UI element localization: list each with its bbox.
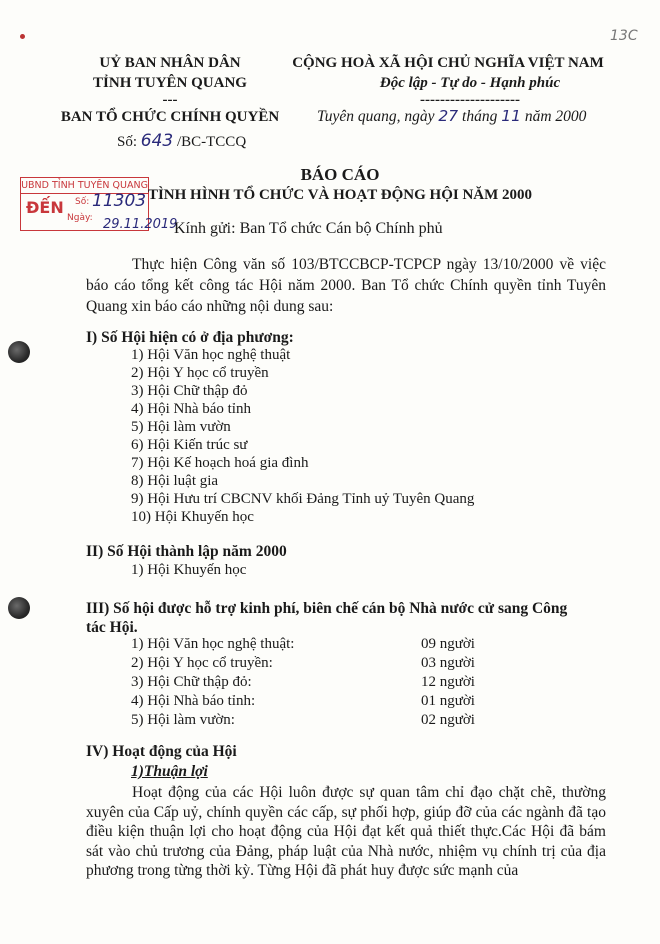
header-left-dept: BAN TỔ CHỨC CHÍNH QUYỀN [60, 109, 280, 125]
list-item: 10) Hội Khuyến học [131, 509, 254, 525]
header-left [60, 53, 280, 127]
header-right-nation: CỘNG HOÀ XÃ HỘI CHỦ NGHĨA VIỆT NAM [292, 55, 604, 71]
header-right-motto: Độc lập - Tự do - Hạnh phúc [379, 75, 561, 91]
list-item: 4) Hội Nhà báo tỉnh [131, 401, 251, 417]
header-right-dashes: -------------------- [420, 92, 520, 108]
section-4-heading: IV) Hoạt động của Hội [86, 743, 237, 760]
header-left-province: TỈNH TUYÊN QUANG [93, 75, 247, 91]
table-row-count: 01 người [421, 693, 475, 709]
so-suffix: /BC-TCCQ [176, 134, 247, 150]
date-month: 11 [501, 107, 521, 125]
table-row-name: 2) Hội Y học cổ truyền: [131, 655, 273, 671]
intro-paragraph: Thực hiện Công văn số 103/BTCCBCP-TCPCP ngày 13/10/2000 về việc báo cáo tổng kết công tác Hội năm 2000. Ban Tổ chức Chính quyền tỉnh Tuyên Quang xin báo cáo những nội dung sau: [86, 256, 606, 315]
so-number: 643 [140, 131, 174, 151]
section-1-heading: I) Số Hội hiện có ở địa phương: [86, 329, 294, 346]
list-item: 9) Hội Hưu trí CBCNV khối Đảng Tỉnh uỷ Tuyên Quang [131, 491, 475, 507]
table-row-name: 4) Hội Nhà báo tỉnh: [131, 693, 256, 709]
list-item: 1) Hội Khuyến học [131, 562, 247, 578]
header-left-dashes: --- [162, 92, 178, 108]
list-item: 3) Hội Chữ thập đỏ [131, 383, 248, 399]
header-left-org: UỶ BAN NHÂN DÂN [99, 55, 241, 71]
stamp-ngay-label: Ngày: [67, 213, 93, 223]
stamp-so-value: 11303 [92, 191, 147, 211]
date-year: năm 2000 [524, 108, 587, 125]
table-row-count: 02 người [421, 712, 475, 728]
punch-hole-top [8, 341, 30, 363]
section-4-subheading: 1)Thuận lợi [131, 763, 208, 780]
date-day: 27 [438, 107, 459, 125]
stamp-so-label: Số: [75, 197, 90, 207]
list-item: 5) Hội làm vườn [131, 419, 231, 435]
report-subtitle: TÌNH HÌNH TỔ CHỨC VÀ HOẠT ĐỘNG HỘI NĂM 2000 [147, 187, 533, 203]
stamp-org: UBND TỈNH TUYÊN QUANG [21, 178, 148, 194]
punch-hole-bottom [8, 597, 30, 619]
list-item: 8) Hội luật gia [131, 473, 219, 489]
stamp-ngay-value: 29.11.2019 [103, 217, 178, 232]
section-3-heading-line1: III) Số hội được hỗ trợ kinh phí, biên chế cán bộ Nhà nước cử sang Công [86, 600, 568, 617]
table-row-count: 09 người [421, 636, 475, 652]
date-line [317, 107, 586, 126]
document-number [117, 131, 246, 151]
section-3-heading-line2: tác Hội. [86, 619, 138, 636]
list-item: 6) Hội Kiến trúc sư [131, 437, 248, 453]
table-row-count: 12 người [421, 674, 475, 690]
stamp-den: ĐẾN [26, 198, 64, 217]
list-item: 1) Hội Văn học nghệ thuật [131, 347, 291, 363]
table-row-name: 3) Hội Chữ thập đỏ: [131, 674, 252, 690]
section-4-paragraph: Hoạt động của các Hội luôn được sự quan tâm chỉ đạo chặt chẽ, thường xuyên của Cấp uỷ, chính quyền các cấp, sự phối hợp, giúp đỡ của các ngành đã tạo điều kiện thuận lợi cho hoạt động của Hội đạt kết quả thiết thực.Các Hội đã bám sát vào chủ trương của Đảng, pháp luật của Nhà nước, nhiệm vụ chính trị của địa phương trong từng thời kỳ. Từng Hội đã phát huy được sức mạnh của [86, 784, 606, 879]
recipient: Kính gửi: Ban Tổ chức Cán bộ Chính phủ [174, 220, 443, 237]
so-label: Số: [117, 134, 138, 150]
corner-mark [20, 34, 25, 39]
header-right [283, 53, 613, 107]
date-month-label: tháng [462, 108, 498, 125]
list-item: 7) Hội Kế hoạch hoá gia đình [131, 455, 309, 471]
date-prefix: Tuyên quang, ngày [317, 108, 435, 125]
table-row-count: 03 người [421, 655, 475, 671]
table-row-name: 1) Hội Văn học nghệ thuật: [131, 636, 295, 652]
list-item: 2) Hội Y học cổ truyền [131, 365, 269, 381]
report-title: BÁO CÁO [300, 165, 380, 184]
corner-note: 13C [610, 28, 638, 44]
section-2-heading: II) Số Hội thành lập năm 2000 [86, 543, 287, 560]
table-row-name: 5) Hội làm vườn: [131, 712, 235, 728]
